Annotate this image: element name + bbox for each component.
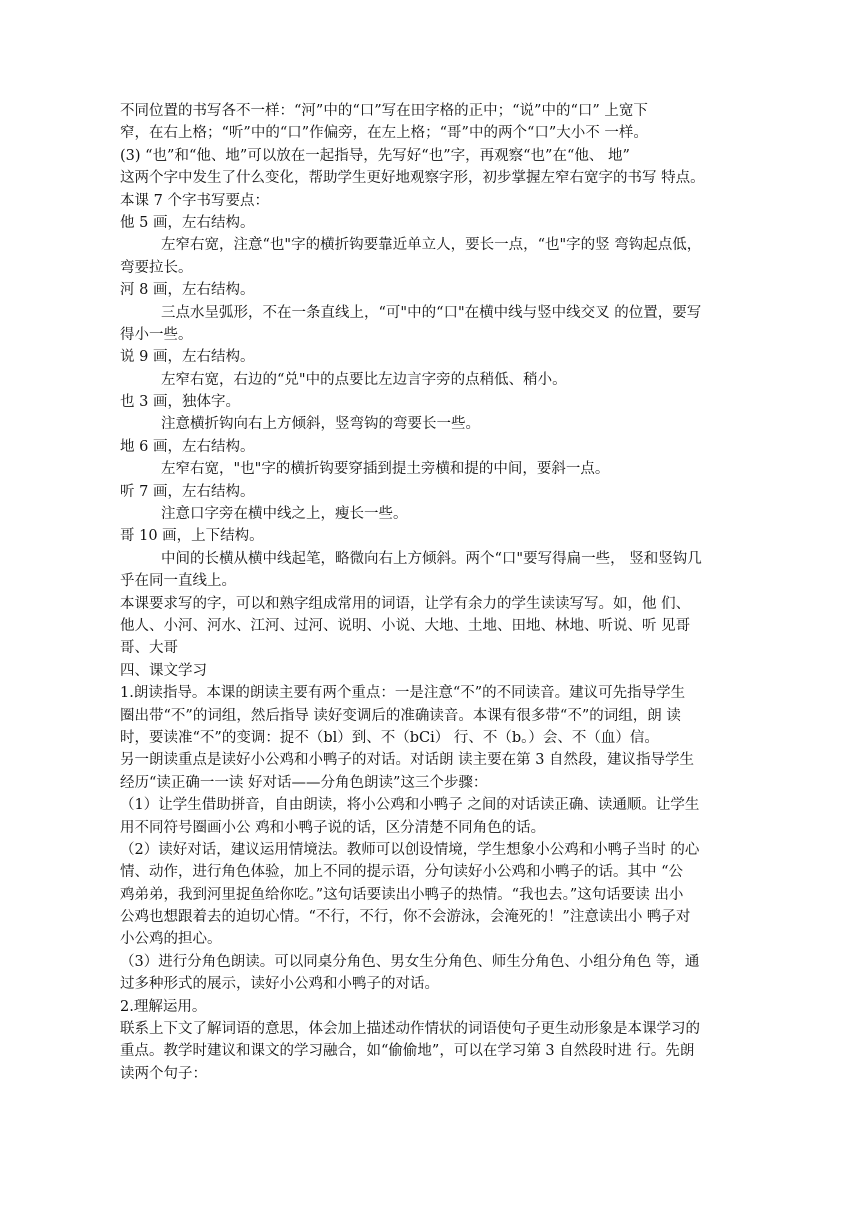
- text-line: 左窄右宽，右边的“兑"中的点要比左边言字旁的点稍低、稍小。: [161, 371, 567, 388]
- text-line: 小公鸡的担心。: [120, 931, 222, 948]
- text-line: 本课 7 个字书写要点：: [120, 192, 269, 209]
- document-body: [120, 100, 740, 1085]
- text-line: 注意横折钩向右上方倾斜，竖弯钩的弯要长一些。: [161, 416, 480, 433]
- text-line: 联系上下文了解词语的意思，体会加上描述动作情状的词语使句子更生动形象是本课学习的: [120, 1021, 700, 1038]
- text-line: 说 9 画，左右结构。: [120, 349, 255, 366]
- text-line: 窄，在右上格；“听”中的“口”作偏旁，在左上格；“哥”中的两个“口”大小不 一样。: [120, 125, 648, 142]
- text-line: 经历“读正确一一读 好对话——分角色朗读”这三个步骤：: [120, 774, 488, 791]
- text-line: 这两个字中发生了什么变化，帮助学生更好地观察字形，初步掌握左窄右宽字的书写 特点。: [120, 170, 705, 187]
- text-line: 河 8 画，左右结构。: [120, 282, 255, 299]
- text-line: 听 7 画，左右结构。: [120, 483, 255, 500]
- text-line: 哥、大哥: [120, 640, 178, 657]
- text-line: 他人、小河、河水、江河、过河、说明、小说、大地、土地、田地、林地、听说、听 见哥: [120, 617, 691, 634]
- text-line: 2.理解运用。: [120, 998, 207, 1015]
- text-line: 时，要读准“不”的变调：捉不（bl）到、不（bCi） 行、不（b。）会、不（血）信。: [120, 729, 659, 746]
- text-line: 地 6 画，左右结构。: [120, 438, 255, 455]
- text-line: 弯要拉长。: [120, 259, 193, 276]
- text-line: (3) “也”和“他、地”可以放在一起指导，先写好“也”字，再观察“也”在“他、 地”: [120, 147, 630, 164]
- text-line: 过多种形式的展示，读好小公鸡和小鸭子的对话。: [120, 976, 439, 993]
- text-line: 1.朗读指导。本课的朗读主要有两个重点：一是注意“不”的不同读音。建议可先指导学生: [120, 685, 686, 702]
- text-line: （2）读好对话，建议运用情境法。教师可以创设情境，学生想象小公鸡和小鸭子当时 的心: [120, 841, 700, 858]
- text-line: 情、动作，进行角色体验，加上不同的提示语，分句读好小公鸡和小鸭子的话。其中 “公: [120, 864, 684, 881]
- text-line: 圈出带“不”的词组，然后指导 读好变调后的准确读音。本课有很多带“不”的词组，朗 读: [120, 707, 681, 724]
- text-line: 得小一些。: [120, 326, 193, 343]
- text-line: 左窄右宽，注意“也"字的横折钩要靠近单立人，要长一点，“也"字的竖 弯钩起点低，: [161, 237, 702, 254]
- text-line: 用不同符号圈画小公 鸡和小鸭子说的话，区分清楚不同角色的话。: [120, 819, 546, 836]
- text-line: 中间的长横从横中线起笔，略微向右上方倾斜。两个“口"要写得扁一些， 竖和竖钩几: [161, 550, 702, 567]
- text-line: 左窄右宽，"也"字的横折钩要穿插到提土旁横和提的中间，要斜一点。: [161, 461, 610, 478]
- text-line: 鸡弟弟，我到河里捉鱼给你吃。”这句话要读出小鸭子的热情。“我也去。”这句话要读 出小: [120, 886, 684, 903]
- text-line: 哥 10 画，上下结构。: [120, 528, 264, 545]
- text-line: 他 5 画，左右结构。: [120, 214, 255, 231]
- text-line: 也 3 画，独体字。: [120, 394, 240, 411]
- text-line: （3）进行分角色朗读。可以同桌分角色、男女生分角色、师生分角色、小组分角色 等，通: [120, 953, 700, 970]
- text-line: 注意口字旁在横中线之上，瘦长一些。: [161, 506, 408, 523]
- text-line: 公鸡也想跟着去的迫切心情。“不行，不行，你不会游泳，会淹死的！”注意读出小 鸭子对: [120, 909, 691, 926]
- text-line: 另一朗读重点是读好小公鸡和小鸭子的对话。对话朗 读主要在第 3 自然段，建议指导学生: [120, 752, 695, 769]
- text-line: 读两个句子：: [120, 1065, 207, 1082]
- text-line: （1）让学生借助拼音，自由朗读，将小公鸡和小鸭子 之间的对话读正确、读通顺。让学生: [120, 797, 700, 814]
- text-line: 不同位置的书写各不一样：“河”中的“口”写在田字格的正中；“说”中的“口” 上宽下: [120, 103, 648, 119]
- text-line: 三点水呈弧形，不在一条直线上，“可"中的“口"在横中线与竖中线交叉 的位置，要写: [161, 304, 702, 321]
- text-line: 乎在同一直线上。: [120, 573, 236, 590]
- text-line: 重点。教学时建议和课文的学习融合，如“偷偷地”，可以在学习第 3 自然段时进 行。先朗: [120, 1043, 695, 1060]
- text-line: 四、课文学习: [120, 662, 207, 679]
- text-line: 本课要求写的字，可以和熟字组成常用的词语，让学有余力的学生读读写写。如，他 们、: [120, 595, 691, 612]
